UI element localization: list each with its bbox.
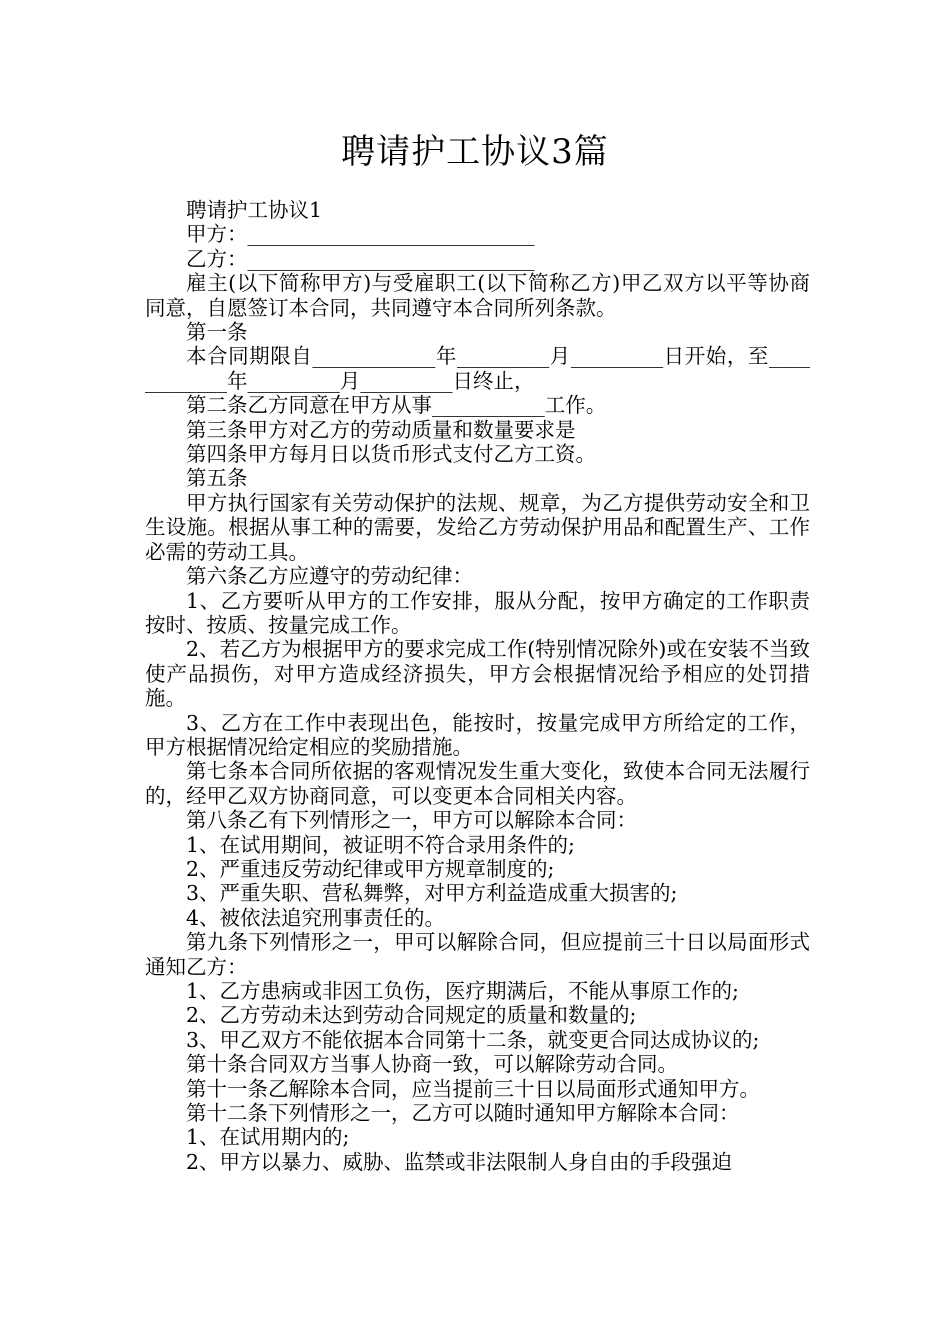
article-6-item-1: 1、乙方要听从甲方的工作安排，服从分配，按甲方确定的工作职责按时、按质、按量完成工作。: [145, 588, 810, 637]
article-1-heading: 第一条: [186, 320, 248, 345]
article-8-item-4: 4、被依法追究刑事责任的。: [186, 905, 446, 930]
article-8-item-3: 3、严重失职、营私舞弊，对甲方利益造成重大损害的;: [186, 881, 678, 906]
article-8-heading: 第八条乙有下列情形之一，甲方可以解除本合同：: [186, 808, 637, 833]
article-6-item-3: 3、乙方在工作中表现出色，能按时，按量完成甲方所给定的工作，甲方根据情况给定相应的奖励措施。: [145, 710, 810, 759]
article-12-item-1: 1、在试用期内的;: [186, 1125, 350, 1150]
article-4-paragraph: 第四条甲方每月日以货币形式支付乙方工资。: [186, 442, 596, 467]
agreement-heading: 聘请护工协议1: [186, 198, 323, 222]
party-b-field: 乙方：____________________________: [186, 246, 535, 271]
article-8-item-2: 2、严重违反劳动纪律或甲方规章制度的;: [186, 856, 555, 881]
article-9-item-3: 3、甲乙双方不能依据本合同第十二条，就变更合同达成协议的;: [186, 1027, 760, 1052]
document-title: 聘请护工协议3篇: [341, 132, 609, 172]
article-6-item-2: 2、若乙方为根据甲方的要求完成工作(特别情况除外)或在安装不当致使产品损伤，对甲方造成经济损失，甲方会根据情况给予相应的处罚措施。: [145, 637, 810, 711]
preamble-paragraph: 雇主(以下简称甲方)与受雇职工(以下简称乙方)甲乙双方以平等协商同意，自愿签订本合同，共同遵守本合同所列条款。: [145, 271, 810, 320]
contract-term-paragraph: 本合同期限自____________年_________月_________日开始，至____________年_________月_________日终止，: [145, 344, 810, 393]
article-6-heading: 第六条乙方应遵守的劳动纪律：: [186, 564, 473, 589]
article-12-heading: 第十二条下列情形之一，乙方可以随时通知甲方解除本合同：: [186, 1101, 740, 1126]
article-9-item-2: 2、乙方劳动未达到劳动合同规定的质量和数量的;: [186, 1003, 637, 1028]
article-11-paragraph: 第十一条乙解除本合同，应当提前三十日以局面形式通知甲方。: [186, 1076, 760, 1101]
party-a-field: 甲方：____________________________: [186, 222, 535, 247]
document-body: [145, 198, 810, 1174]
article-10-paragraph: 第十条合同双方当事人协商一致，可以解除劳动合同。: [186, 1052, 678, 1077]
article-5-paragraph: 甲方执行国家有关劳动保护的法规、规章，为乙方提供劳动安全和卫生设施。根据从事工种的需要，发给乙方劳动保护用品和配置生产、工作必需的劳动工具。: [145, 490, 810, 564]
article-7-paragraph: 第七条本合同所依据的客观情况发生重大变化，致使本合同无法履行的，经甲乙双方协商同意，可以变更本合同相关内容。: [145, 759, 810, 808]
article-9-heading: 第九条下列情形之一，甲可以解除合同，但应提前三十日以局面形式通知乙方：: [145, 930, 810, 979]
article-12-item-2: 2、甲方以暴力、威胁、监禁或非法限制人身自由的手段强迫: [186, 1149, 733, 1174]
article-8-item-1: 1、在试用期间，被证明不符合录用条件的;: [186, 832, 575, 857]
article-9-item-1: 1、乙方患病或非因工负伤，医疗期满后，不能从事原工作的;: [186, 979, 739, 1003]
article-3-paragraph: 第三条甲方对乙方的劳动质量和数量要求是: [186, 417, 576, 442]
article-2-paragraph: 第二条乙方同意在甲方从事___________工作。: [186, 393, 607, 418]
article-5-heading: 第五条: [186, 466, 248, 491]
